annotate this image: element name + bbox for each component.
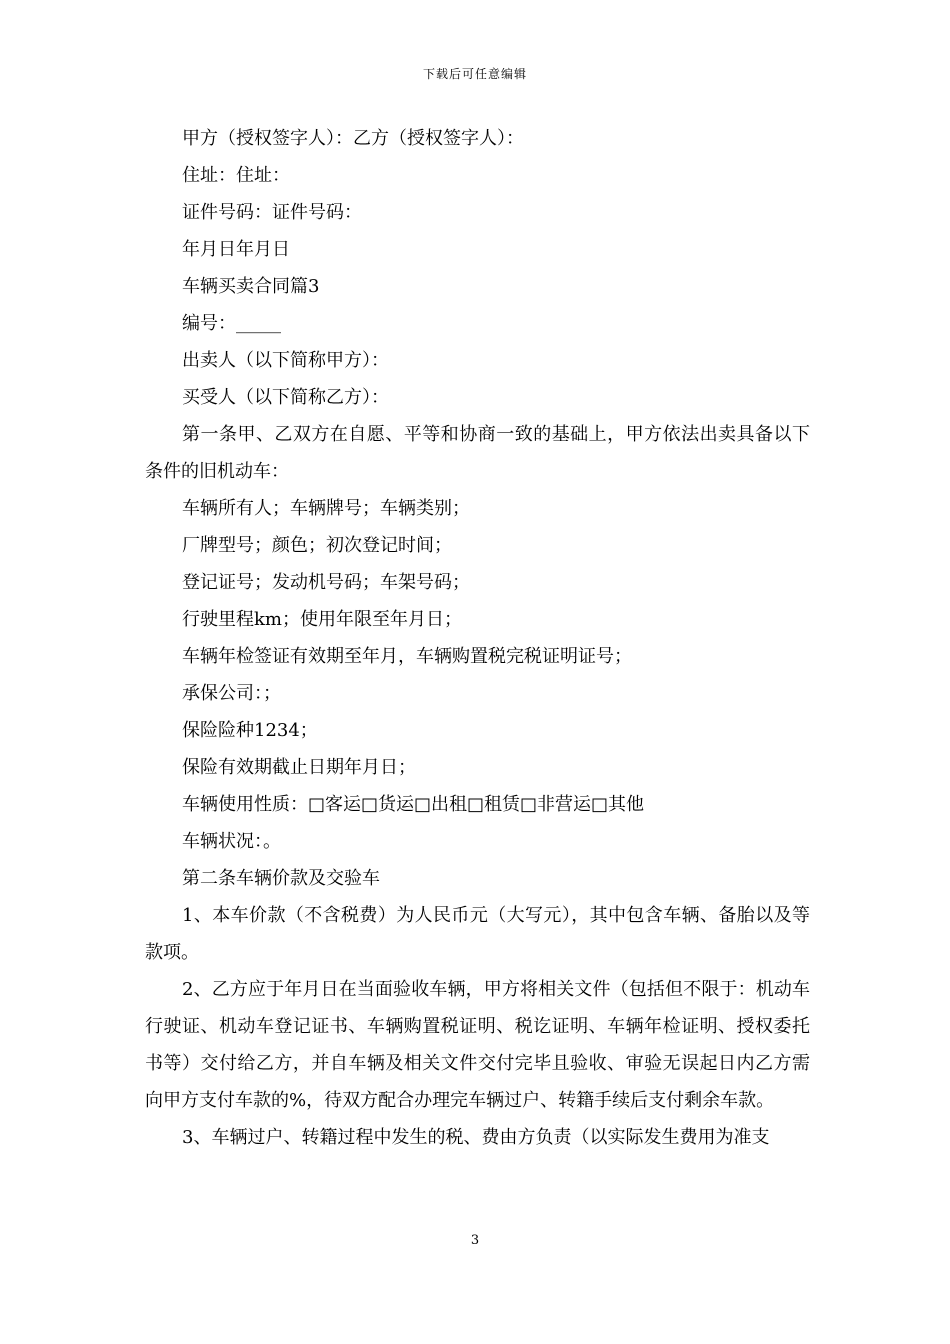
paragraph-insurer: 承保公司：； <box>182 683 281 704</box>
paragraph-date: 年月日年月日 <box>182 239 290 260</box>
paragraph-clause-3: 3、车辆过户、转籍过程中发生的税、费由方负责（以实际发生费用为准支 <box>182 1127 770 1148</box>
paragraph-usage-type: 车辆使用性质：□客运□货运□出租□租赁□非营运□其他 <box>182 794 645 815</box>
paragraph-inspection: 车辆年检签证有效期至年月，车辆购置税完税证明证号； <box>182 646 632 667</box>
paragraph-insurance-expiry: 保险有效期截止日期年月日； <box>182 757 416 778</box>
paragraph-signatories: 甲方（授权签字人）：乙方（授权签字人）： <box>182 128 524 149</box>
paragraph-vehicle-condition: 车辆状况：。 <box>182 831 281 852</box>
paragraph-insurance-type: 保险险种1234； <box>182 720 318 741</box>
document-body <box>145 120 810 1156</box>
paragraph-registration: 登记证号；发动机号码；车架号码； <box>182 572 470 593</box>
paragraph-clause-1: 1、本车价款（不含税费）为人民币元（大写元），其中包含车辆、备胎以及等款项。 <box>145 905 810 963</box>
paragraph-id-number: 证件号码：证件号码： <box>182 202 362 223</box>
paragraph-mileage: 行驶里程km；使用年限至年月日； <box>182 609 462 630</box>
paragraph-address: 住址：住址： <box>182 165 290 186</box>
paragraph-article-1: 第一条甲、乙双方在自愿、平等和协商一致的基础上，甲方依法出卖具备以下条件的旧机动车： <box>145 424 810 482</box>
paragraph-article-2-title: 第二条车辆价款及交验车 <box>182 868 380 889</box>
paragraph-vehicle-owner: 车辆所有人；车辆牌号；车辆类别； <box>182 498 470 519</box>
paragraph-seller: 出卖人（以下简称甲方）： <box>182 350 389 371</box>
section-title: 车辆买卖合同篇3 <box>182 276 320 297</box>
page-number: 3 <box>470 1233 480 1248</box>
header-note: 下载后可任意编辑 <box>422 67 527 81</box>
paragraph-buyer: 买受人（以下简称乙方）： <box>182 387 389 408</box>
paragraph-vehicle-model: 厂牌型号；颜色；初次登记时间； <box>182 535 452 556</box>
paragraph-clause-2: 2、乙方应于年月日在当面验收车辆，甲方将相关文件（包括但不限于：机动车行驶证、机动车登记证书、车辆购置税证明、税讫证明、车辆年检证明、授权委托书等）交付给乙方，并自车辆及相关文件交付完毕且验收、审验无误起日内乙方需向甲方支付车款的%，待双方配合办理完车辆过户、转籍手续后支付剩余车款。 <box>145 979 810 1111</box>
paragraph-contract-number: 编号：_____ <box>182 313 281 334</box>
